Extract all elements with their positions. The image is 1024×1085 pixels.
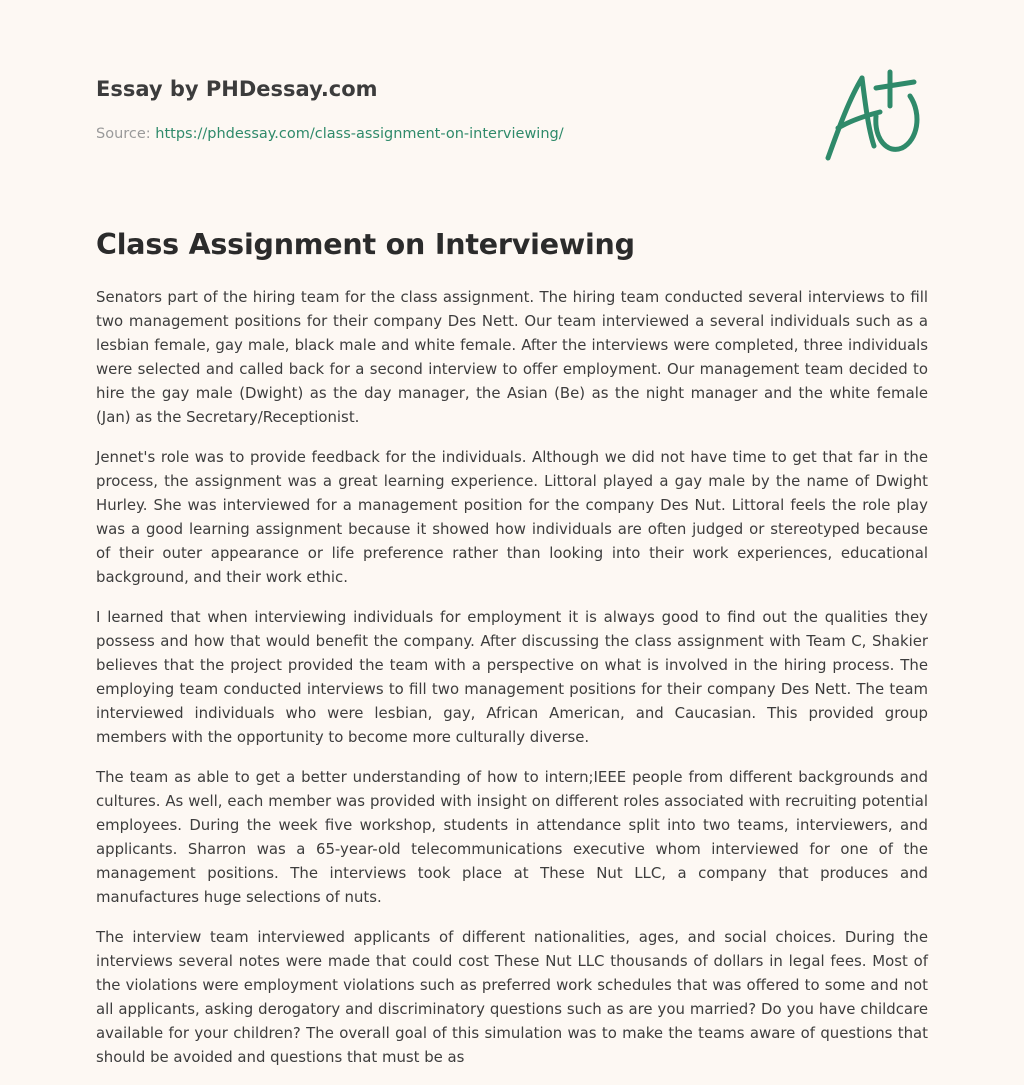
page-header [96, 74, 796, 144]
essay-paragraph: Senators part of the hiring team for the class assignment. The hiring team conducted several interviews to fill two management positions for their company Des Nett. Our team interviewed a several individuals such as a lesbian female, gay male, black male and white female. After the interviews were completed, three individuals were selected and called back for a second interview to offer employment. Our management team decided to hire the gay male (Dwight) as the day manager, the Asian (Be) as the night manager and the white female (Jan) as the Secretary/Receptionist. [96, 288, 928, 426]
source-link[interactable]: https://phdessay.com/class-assignment-on-interviewing/ [155, 126, 564, 142]
essay-body [96, 285, 928, 1085]
essay-paragraph: The interview team interviewed applicants of different nationalities, ages, and social choices. During the interviews several notes were made that could cost These Nut LLC thousands of dollars in legal fees. Most of the violations were employment violations such as preferred work schedules that was offered to some and not all applicants, asking derogatory and discriminatory questions such as are you married? Do you have childcare available for your children? The overall goal of this simulation was to make the teams aware of questions that should be avoided and questions that must be as [96, 928, 928, 1066]
essay-paragraph: Jennet's role was to provide feedback for the individuals. Although we did not have time to get that far in the process, the assignment was a great learning experience. Littoral played a gay male by the name of Dwight Hurley. She was interviewed for a management position for the company Des Nut. Littoral feels the role play was a good learning assignment because it showed how individuals are often judged or stereotyped because of their outer appearance or life preference rather than looking into their work experiences, educational background, and their work ethic. [96, 448, 928, 586]
a-plus-grade-icon [818, 66, 930, 168]
site-brand: Essay by PHDessay.com [96, 77, 378, 101]
essay-title: Class Assignment on Interviewing [96, 228, 635, 261]
essay-paragraph: The team as able to get a better understanding of how to intern;IEEE people from different backgrounds and cultures. As well, each member was provided with insight on different roles associated with recruiting potential employees. During the week five workshop, students in attendance split into two teams, interviewers, and applicants. Sharron was a 65-year-old telecommunications executive whom interviewed for one of the management positions. The interviews took place at These Nut LLC, a company that produces and manufactures huge selections of nuts. [96, 768, 928, 906]
source-label: Source: [96, 126, 156, 142]
source-line [96, 124, 796, 144]
essay-paragraph: I learned that when interviewing individuals for employment it is always good to find out the qualities they possess and how that would benefit the company. After discussing the class assignment with Team C, Shakier believes that the project provided the team with a perspective on what is involved in the hiring process. The employing team conducted interviews to fill two management positions for their company Des Nett. The team interviewed individuals who were lesbian, gay, African American, and Caucasian. This provided group members with the opportunity to become more culturally diverse. [96, 608, 928, 746]
